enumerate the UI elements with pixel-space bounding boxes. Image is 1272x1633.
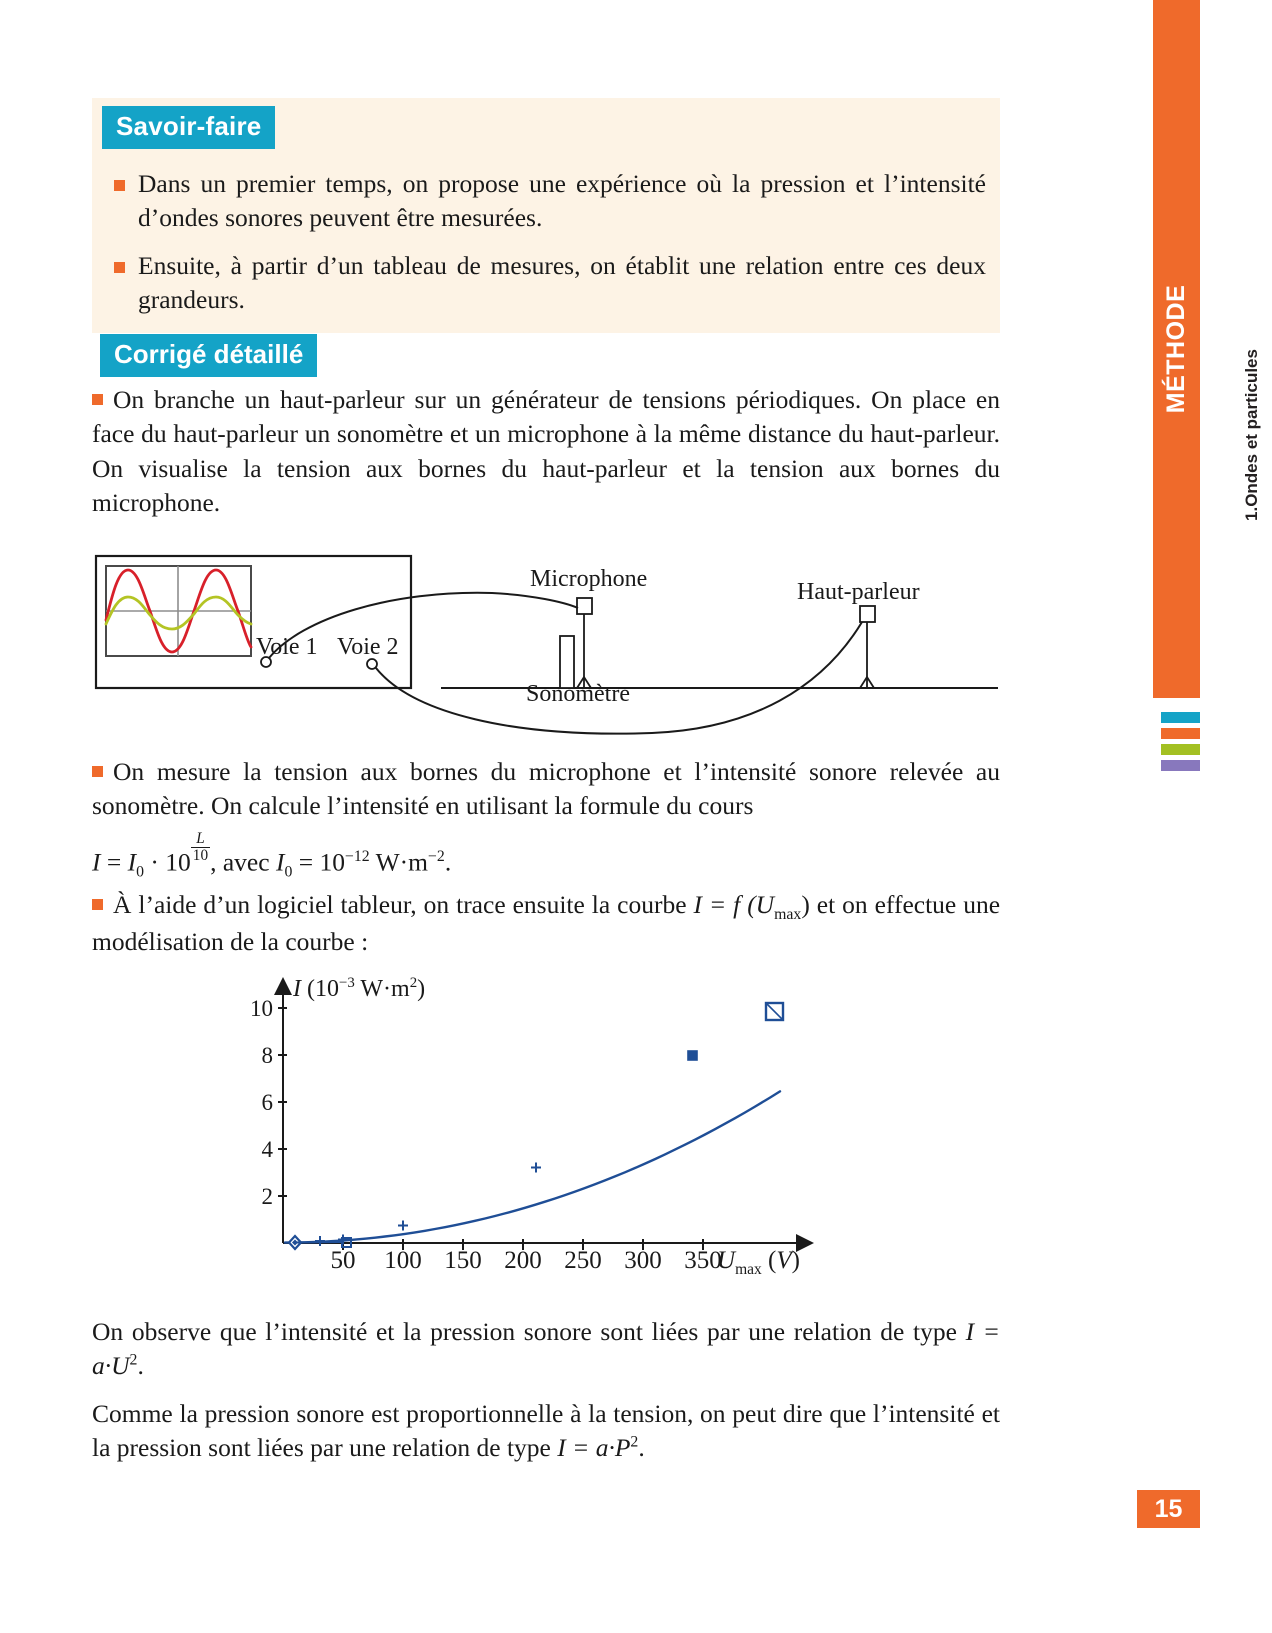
savoir-faire-bullet-1 — [106, 167, 986, 235]
chart-y-axis-unit-exp: 2 — [409, 975, 418, 991]
formula-eq2: = 10 — [292, 847, 345, 877]
bullet-square-icon — [92, 394, 103, 405]
formula-I0: I — [127, 847, 137, 877]
conclusion-formula-exp: 2 — [630, 1433, 639, 1451]
conclusion-text: Comme la pression sonore est proportionnelle à la tension, on peut dire que l’intensité et la pression sont liées par une relation de type — [92, 1399, 1000, 1463]
formula-unit: W·m — [369, 847, 429, 877]
corrige-paragraph-2 — [92, 755, 1000, 824]
savoir-faire-bullet-2 — [106, 249, 986, 317]
savoir-faire-section — [92, 98, 1000, 333]
formula-unit-exp: −2 — [428, 847, 445, 865]
chart-x-label-350: 350 — [684, 1247, 722, 1274]
chart-x-axis-unit-symbol: V — [776, 1247, 792, 1274]
corrige-heading: Corrigé détaillé — [100, 334, 317, 377]
formula-I: I — [92, 847, 101, 877]
chart-x-axis-symbol: U — [717, 1247, 736, 1274]
chart-y-axis-unit: W·m — [354, 976, 410, 1002]
microphone-capsule — [577, 598, 592, 614]
rail-color-bar-green — [1161, 744, 1200, 755]
chart-x-label-150: 150 — [444, 1247, 482, 1274]
loudspeaker-box — [860, 606, 875, 622]
bullet-square-icon — [114, 180, 125, 191]
corrige-paragraph-3-function-sub: max — [774, 906, 802, 924]
formula-exponent-denominator: 10 — [192, 846, 209, 864]
rail-color-bar-teal — [1161, 712, 1200, 723]
chart-y-axis-open: (10 — [301, 976, 339, 1002]
diagram-label-voie-1: Voie 1 — [256, 634, 318, 660]
corrige-paragraph-1-text: On branche un haut-parleur sur un générateur de tensions périodiques. On place en face du haut-parleur un sonomètre et un microphone à la même distance du haut-parleur. On visualise la tension aux bornes du haut-parleur et la tension aux bornes du microphone. — [92, 385, 1000, 517]
chart-y-label-4: 4 — [261, 1137, 273, 1162]
formula-dot-ten: · 10 — [144, 847, 191, 877]
savoir-faire-heading: Savoir-faire — [102, 106, 275, 149]
intensity-vs-voltage-chart — [235, 975, 855, 1295]
corrige-heading-wrap — [100, 334, 317, 377]
bullet-square-icon — [92, 766, 103, 777]
chart-x-axis-sub: max — [735, 1261, 762, 1278]
corrige-paragraph-2-text: On mesure la tension aux bornes du microphone et l’intensité sonore relevée au sonomètre. On calcule l’intensité en utilisant la formule du cours — [92, 757, 1000, 821]
corrige-paragraph-3 — [92, 888, 1000, 960]
formula-middle: , avec — [210, 847, 276, 877]
conclusion-paragraph — [92, 1397, 1000, 1466]
conclusion-period: . — [638, 1433, 645, 1463]
conclusion-formula: I = a·P — [557, 1433, 631, 1463]
savoir-faire-bullet-2-text: Ensuite, à partir d’un tableau de mesures, on établit une relation entre ces deux grandeurs. — [138, 250, 986, 314]
formula-eq: = — [100, 847, 128, 877]
rail-color-bar-orange — [1161, 728, 1200, 739]
chart-y-axis-exp: −3 — [339, 975, 355, 991]
wire-voie2-to-loudspeaker — [376, 622, 862, 734]
page-number: 15 — [1137, 1490, 1200, 1528]
chart-x-axis-title — [717, 1247, 800, 1279]
corrige-paragraph-3-function: I = f (U — [693, 890, 775, 919]
corrige-paragraph-3-pre: À l’aide d’un logiciel tableur, on trace ensuite la courbe — [113, 890, 694, 919]
bullet-square-icon — [114, 262, 125, 273]
formula-exponent-numerator: L — [191, 831, 210, 848]
formula-I0b: I — [275, 847, 285, 877]
observation-text: On observe que l’intensité et la pression sonore sont liées par une relation de type — [92, 1317, 966, 1346]
chart-y-label-8: 8 — [261, 1043, 273, 1068]
intensity-formula-line — [92, 829, 1000, 883]
corrige-paragraph-3-post: ) et on effectue une modélisation de la courbe : — [92, 890, 1001, 957]
diagram-label-microphone: Microphone — [530, 566, 648, 592]
chart-y-axis-title — [293, 975, 425, 1003]
formula-I0b-sub: 0 — [284, 863, 293, 881]
observation-paragraph — [92, 1315, 1000, 1384]
chart-x-axis-unit: (V) — [761, 1247, 800, 1274]
chart-y-axis-symbol: I — [293, 976, 301, 1002]
chart-y-label-6: 6 — [261, 1090, 273, 1115]
chart-origin-segment — [295, 1242, 343, 1243]
observation-formula: I = a·U — [92, 1317, 1000, 1381]
chart-data-markers — [315, 1163, 541, 1247]
rail-chapter-label: 1.Ondes et particules — [1242, 349, 1261, 521]
formula-I0-sub: 0 — [136, 863, 145, 881]
formula-exponent-fraction — [191, 831, 210, 864]
chart-y-label-2: 2 — [261, 1184, 273, 1209]
right-sidebar-rail — [1153, 0, 1261, 1633]
method-orange-band — [1153, 0, 1200, 698]
formula-period: . — [444, 847, 452, 877]
bullet-square-icon — [92, 899, 103, 910]
diagram-label-haut-parleur: Haut-parleur — [797, 579, 920, 605]
chart-y-axis-close: ) — [417, 976, 426, 1002]
observation-period: . — [137, 1351, 144, 1381]
corrige-paragraph-1 — [92, 383, 1000, 520]
chart-x-label-100: 100 — [384, 1247, 422, 1274]
observation-formula-exp: 2 — [129, 1351, 138, 1369]
chart-x-label-200: 200 — [504, 1247, 542, 1274]
chart-x-label-50: 50 — [330, 1247, 356, 1274]
chart-y-label-10: 10 — [250, 996, 273, 1021]
rail-color-bar-purple — [1161, 760, 1200, 771]
chart-x-label-250: 250 — [564, 1247, 602, 1274]
experiment-setup-diagram — [92, 548, 1002, 738]
savoir-faire-bullet-1-text: Dans un premier temps, on propose une expérience où la pression et l’intensité d’ondes sonores peuvent être mesurées. — [138, 169, 986, 232]
diagram-label-voie-2: Voie 2 — [337, 634, 399, 660]
chart-x-label-300: 300 — [624, 1247, 662, 1274]
rail-method-label: MÉTHODE — [1162, 284, 1190, 414]
diagram-label-sonometre: Sonomètre — [526, 681, 630, 707]
chart-marker-square-340 — [688, 1051, 697, 1060]
formula-exp2: −12 — [344, 847, 370, 865]
